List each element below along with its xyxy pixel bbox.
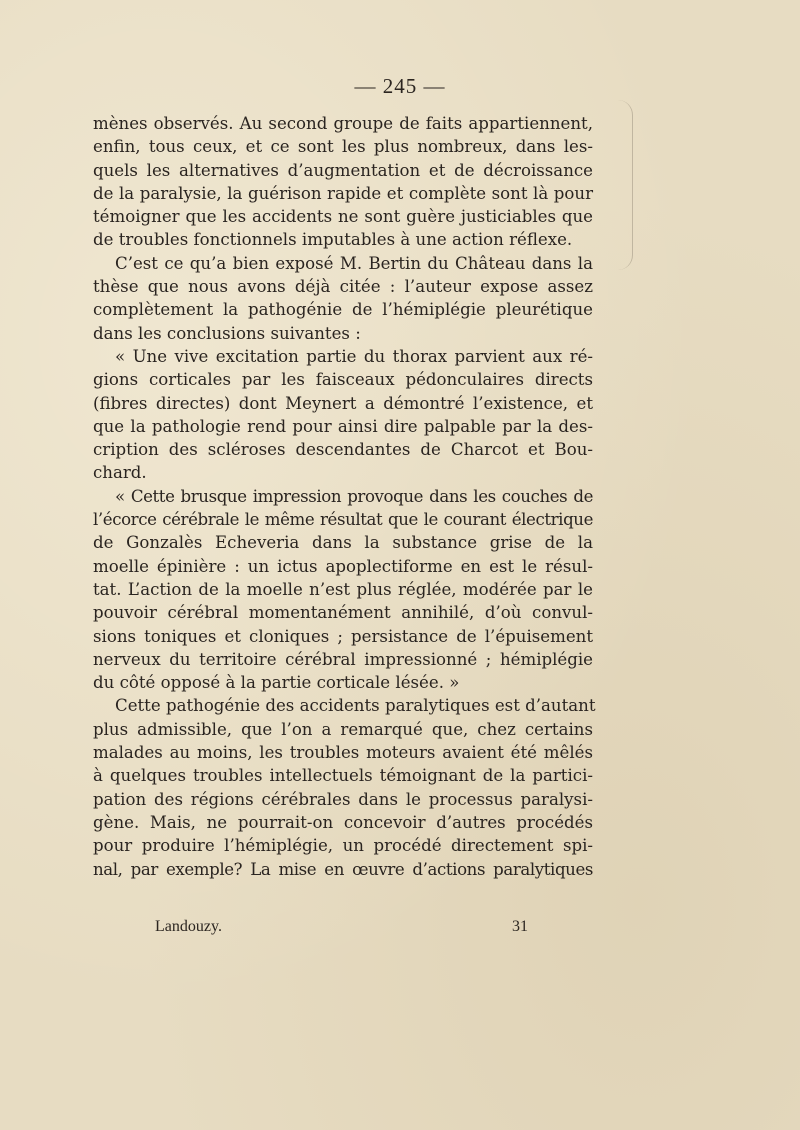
footer-author: Landouzy.: [155, 918, 222, 935]
text-line: pouvoir cérébral momentanément annihilé, d’où convul-: [93, 603, 593, 623]
text-line: à quelques troubles intellectuels témoignant de la partici-: [93, 766, 593, 786]
text-line: tat. L’action de la moelle n’est plus réglée, modérée par le: [93, 579, 593, 599]
text-line: nal, par exemple? La mise en œuvre d’actions paralytiques: [93, 859, 593, 879]
text-line: « Cette brusque impression provoque dans les couches de: [115, 486, 593, 506]
page-footer: [0, 918, 800, 942]
text-line: enfin, tous ceux, et ce sont les plus nombreux, dans les-: [93, 137, 593, 157]
text-line: C’est ce qu’a bien exposé M. Bertin du Château dans la: [115, 253, 593, 273]
text-line: Cette pathogénie des accidents paralytiques est d’autant: [115, 696, 596, 716]
page-edge-shadow: [618, 100, 633, 270]
text-line: pour produire l’hémiplégie, un procédé directement spi-: [93, 836, 593, 856]
text-line: l’écorce cérébrale le même résultat que le courant électrique: [93, 510, 593, 530]
text-line: de troubles fonctionnels imputables à une action réflexe.: [93, 230, 573, 250]
text-line: de la paralysie, la guérison rapide et complète sont là pour: [93, 183, 593, 203]
text-line: pation des régions cérébrales dans le processus paralysi-: [93, 789, 593, 809]
text-line: « Une vive excitation partie du thorax parvient aux ré-: [115, 346, 593, 366]
text-line: cription des scléroses descendantes de Charcot et Bou-: [93, 440, 593, 460]
text-line: moelle épinière : un ictus apoplectiforme en est le résul-: [93, 556, 593, 576]
text-line: quels les alternatives d’augmentation et de décroissance: [93, 160, 593, 180]
text-line: que la pathologie rend pour ainsi dire palpable par la des-: [93, 416, 593, 436]
text-line: gène. Mais, ne pourrait-on concevoir d’autres procédés: [93, 812, 593, 832]
text-line: (fibres directes) dont Meynert a démontré l’existence, et: [93, 393, 593, 413]
text-line: témoigner que les accidents ne sont guère justiciables que: [93, 207, 593, 227]
page-number: — 245 —: [354, 74, 446, 98]
text-line: du côté opposé à la partie corticale lésée. »: [93, 673, 460, 693]
text-line: dans les conclusions suivantes :: [93, 323, 361, 343]
text-line: nerveux du territoire cérébral impressionné ; hémiplégie: [93, 649, 593, 669]
text-line: gions corticales par les faisceaux pédonculaires directs: [93, 370, 593, 390]
text-line: mènes observés. Au second groupe de faits appartiennent,: [93, 114, 593, 133]
text-line: complètement la pathogénie de l’hémiplégie pleurétique: [93, 300, 593, 320]
signature-mark: 31: [512, 918, 528, 935]
text-line: malades au moins, les troubles moteurs avaient été mêlés: [93, 743, 593, 763]
text-line: thèse que nous avons déjà citée : l’auteur expose assez: [93, 277, 593, 297]
text-line: sions toniques et cloniques ; persistance de l’épuisement: [93, 626, 593, 646]
body-text: [93, 112, 596, 881]
text-line: plus admissible, que l’on a remarqué que, chez certains: [93, 719, 593, 739]
text-line: chard.: [93, 463, 147, 483]
text-line: de Gonzalès Echeveria dans la substance grise de la: [93, 533, 593, 553]
